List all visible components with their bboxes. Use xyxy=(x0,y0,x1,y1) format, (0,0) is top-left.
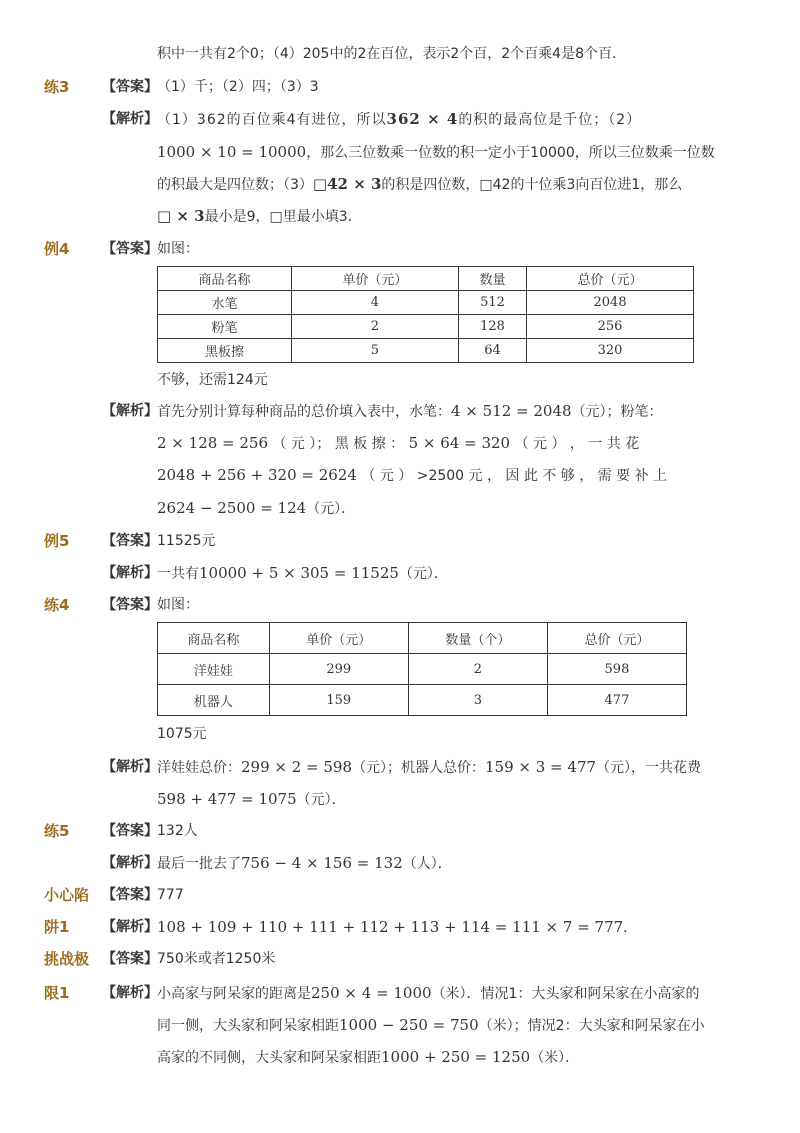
analysis-line-1: 首先分别计算每种商品的总价填入表中，水笔：4 × 512 = 2048（元）；粉笔： xyxy=(157,402,663,420)
section-tag: 练4 xyxy=(44,596,70,614)
analysis-label: 【解析】 xyxy=(102,565,158,581)
answer-text: 750米或者1250米 xyxy=(157,951,276,967)
section-tag: 练3 xyxy=(44,78,70,96)
answer-text: 如图： xyxy=(157,241,199,257)
analysis-line-1: 一共有10000 + 5 × 305 = 11525（元）． xyxy=(157,564,448,582)
continued-text: 积中一共有2个0；（4）205中的2在百位，表示2个百，2个百乘4是8个百． xyxy=(157,46,626,62)
answer-text: 132人 xyxy=(157,823,198,839)
table-row xyxy=(158,339,694,363)
analysis-line-1: 108 + 109 + 110 + 111 + 112 + 113 + 114 = 111 × 7 = 777． xyxy=(157,918,638,936)
analysis-line-4: 2624 − 2500 = 124（元）． xyxy=(157,499,356,517)
analysis-line-1: （1）362的百位乘4有进位，所以362 × 4的积的最高位是千位；（2） xyxy=(157,110,642,128)
table-header-row xyxy=(158,267,694,291)
table-cell: 512 xyxy=(458,291,526,315)
table-cell: 299 xyxy=(269,654,408,685)
answer-label: 【答案】 xyxy=(102,79,158,95)
table-cell: 洋娃娃 xyxy=(158,654,270,685)
table-cell: 2048 xyxy=(527,291,694,315)
section-tag-part2: 限1 xyxy=(44,984,70,1002)
analysis-line-1: 最后一批去了756 − 4 × 156 = 132（人）． xyxy=(157,854,452,872)
table-cell: 水笔 xyxy=(158,291,292,315)
table-header-cell: 单价（元） xyxy=(269,623,408,654)
table-header-cell: 单价（元） xyxy=(292,267,459,291)
table-header-row xyxy=(158,623,687,654)
table-cell: 4 xyxy=(292,291,459,315)
answer-text: 11525元 xyxy=(157,533,216,549)
analysis-line-1: 洋娃娃总价：299 × 2 = 598（元）；机器人总价：159 × 3 = 477（元），一共花费 xyxy=(157,758,702,776)
analysis-line-4: □ × 3最小是9，□里最小填3． xyxy=(157,207,362,225)
analysis-line-3: 2048 + 256 + 320 = 2624 （ 元 ） >2500 元 ， 因 此 不 够 ， 需 要 补 上 xyxy=(157,466,668,484)
table-cell: 机器人 xyxy=(158,685,270,716)
answer-label: 【答案】 xyxy=(102,823,158,839)
table-row xyxy=(158,685,687,716)
section-tag: 练5 xyxy=(44,822,70,840)
table-cell: 320 xyxy=(527,339,694,363)
answer-note: 1075元 xyxy=(157,726,207,742)
table-cell: 黑板擦 xyxy=(158,339,292,363)
answer-text: （1）千；（2）四；（3）3 xyxy=(157,79,319,95)
table-header-cell: 总价（元） xyxy=(527,267,694,291)
analysis-line-3: 的积最大是四位数；（3）□42 × 3的积是四位数，□42的十位乘3向百位进1，那么 xyxy=(157,175,683,193)
table-row xyxy=(158,654,687,685)
table-cell: 2 xyxy=(408,654,547,685)
table-cell: 2 xyxy=(292,315,459,339)
table-cell: 粉笔 xyxy=(158,315,292,339)
section-tag-part1: 挑战极 xyxy=(44,950,90,968)
table-header-cell: 数量（个） xyxy=(408,623,547,654)
table-row xyxy=(158,315,694,339)
section-tag-part2: 阱1 xyxy=(44,918,70,936)
section-tag-part1: 小心陷 xyxy=(44,886,90,904)
table-cell: 3 xyxy=(408,685,547,716)
table-header-cell: 商品名称 xyxy=(158,267,292,291)
price-table xyxy=(157,622,687,716)
table-cell: 477 xyxy=(547,685,686,716)
answer-label: 【答案】 xyxy=(102,597,158,613)
analysis-label: 【解析】 xyxy=(102,111,158,127)
table-header-cell: 数量 xyxy=(458,267,526,291)
table-row xyxy=(158,291,694,315)
analysis-label: 【解析】 xyxy=(102,855,158,871)
answer-note: 不够，还需124元 xyxy=(157,372,268,388)
analysis-label: 【解析】 xyxy=(102,759,158,775)
section-tag: 例5 xyxy=(44,532,70,550)
analysis-line-2: 同一侧，大头家和阿呆家相距1000 − 250 = 750（米）；情况2：大头家和阿呆家在小 xyxy=(157,1016,705,1034)
analysis-line-2: 598 + 477 = 1075（元）． xyxy=(157,790,346,808)
table-cell: 598 xyxy=(547,654,686,685)
table-cell: 159 xyxy=(269,685,408,716)
analysis-line-1: 小高家与阿呆家的距离是250 × 4 = 1000（米）．情况1：大头家和阿呆家在小高家的 xyxy=(157,984,700,1002)
section-tag: 例4 xyxy=(44,240,70,258)
answer-text: 777 xyxy=(157,887,184,903)
table-cell: 256 xyxy=(527,315,694,339)
analysis-line-2: 2 × 128 = 256 （ 元 ）； 黑 板 擦 ： 5 × 64 = 320 （ 元 ） ， 一 共 花 xyxy=(157,434,640,452)
answer-label: 【答案】 xyxy=(102,533,158,549)
analysis-label: 【解析】 xyxy=(102,985,158,1001)
analysis-label: 【解析】 xyxy=(102,403,158,419)
answer-text: 如图： xyxy=(157,597,199,613)
answer-label: 【答案】 xyxy=(102,887,158,903)
table-header-cell: 商品名称 xyxy=(158,623,270,654)
analysis-line-3: 高家的不同侧，大头家和阿呆家相距1000 + 250 = 1250（米）． xyxy=(157,1048,580,1066)
table-cell: 64 xyxy=(458,339,526,363)
answer-label: 【答案】 xyxy=(102,951,158,967)
analysis-label: 【解析】 xyxy=(102,919,158,935)
price-table xyxy=(157,266,694,363)
table-header-cell: 总价（元） xyxy=(547,623,686,654)
table-cell: 128 xyxy=(458,315,526,339)
table-cell: 5 xyxy=(292,339,459,363)
analysis-line-2: 1000 × 10 = 10000，那么三位数乘一位数的积一定小于10000，所以三位数乘一位数 xyxy=(157,143,715,161)
answer-label: 【答案】 xyxy=(102,241,158,257)
